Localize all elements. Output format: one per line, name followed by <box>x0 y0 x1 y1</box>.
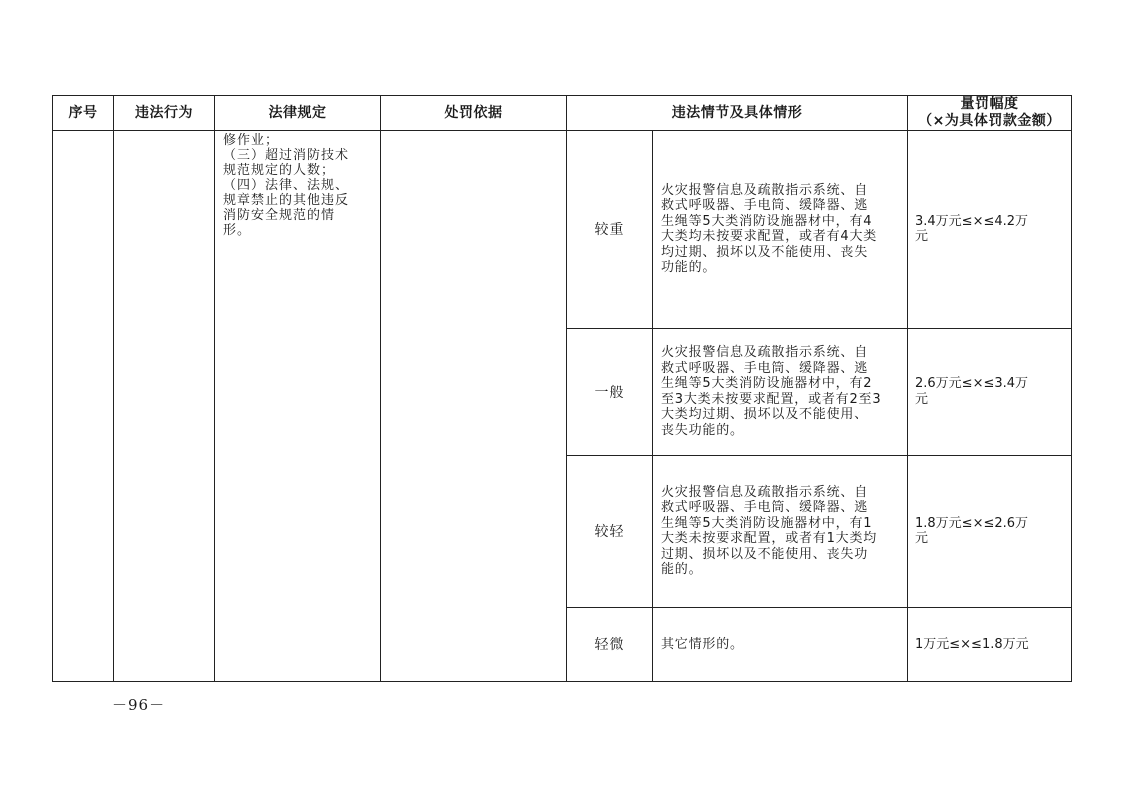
law-line: （三）超过消防技术 <box>223 148 350 163</box>
circumstance-detail <box>653 456 908 608</box>
detail-line: 丧失功能的。 <box>661 422 744 438</box>
detail-line: 功能的。 <box>661 260 717 276</box>
severity-level: 较重 <box>567 131 653 329</box>
legal-provision-cell <box>215 131 381 682</box>
fine-line: 3.4万元≤×≤4.2万 <box>915 213 1029 229</box>
circumstance-detail <box>653 328 908 455</box>
fine-range <box>908 328 1072 455</box>
law-line: 形。 <box>223 223 252 238</box>
penalty-table <box>52 95 1072 682</box>
header-row <box>53 96 1072 131</box>
detail-line: 大类未按要求配置，或者有1大类均 <box>661 531 878 547</box>
detail-line: 过期、损坏以及不能使用、丧失功 <box>661 546 869 562</box>
detail-line: 火灾报警信息及疏散指示系统、自 <box>661 182 869 198</box>
header-violation: 违法行为 <box>114 96 215 131</box>
detail-line: 生绳等5大类消防设施器材中，有1 <box>661 515 873 531</box>
fine-line: 元 <box>915 391 929 407</box>
fine-line: 1.8万元≤×≤2.6万 <box>915 515 1029 531</box>
page-number: －96－ <box>112 696 166 714</box>
fine-range <box>908 607 1072 681</box>
header-penalty-basis: 处罚依据 <box>381 96 567 131</box>
detail-line: 火灾报警信息及疏散指示系统、自 <box>661 345 869 361</box>
detail-line: 救式呼吸器、手电筒、缓降器、逃 <box>661 360 869 376</box>
table-row-severe <box>53 131 1072 329</box>
fine-line: 元 <box>915 229 929 245</box>
penalty-basis-cell <box>381 131 567 682</box>
fine-range <box>908 131 1072 329</box>
detail-line: 至3大类未按要求配置，或者有2至3 <box>661 391 882 407</box>
severity-level: 轻微 <box>567 607 653 681</box>
detail-line: 救式呼吸器、手电筒、缓降器、逃 <box>661 500 869 516</box>
fine-line: 2.6万元≤×≤3.4万 <box>915 376 1029 392</box>
law-line: 规范规定的人数； <box>223 163 336 178</box>
header-penalty-range-title: 量罚幅度 <box>960 96 1019 112</box>
law-line: 规章禁止的其他违反 <box>223 193 350 208</box>
detail-line: 大类均未按要求配置，或者有4大类 <box>661 229 878 245</box>
law-line: 消防安全规范的情 <box>223 208 336 223</box>
detail-line: 大类均过期、损坏以及不能使用、 <box>661 407 869 423</box>
severity-level: 较轻 <box>567 456 653 608</box>
violation-cell <box>114 131 215 682</box>
header-serial-number: 序号 <box>53 96 114 131</box>
detail-line: 生绳等5大类消防设施器材中，有4 <box>661 213 873 229</box>
fine-range <box>908 456 1072 608</box>
header-penalty-range <box>908 96 1072 131</box>
detail-line: 救式呼吸器、手电筒、缓降器、逃 <box>661 198 869 214</box>
serial-number-cell <box>53 131 114 682</box>
fine-line: 1万元≤×≤1.8万元 <box>915 636 1029 652</box>
severity-level: 一般 <box>567 328 653 455</box>
detail-line: 生绳等5大类消防设施器材中，有2 <box>661 376 873 392</box>
law-line: 修作业； <box>223 133 280 148</box>
law-line: （四）法律、法规、 <box>223 178 350 193</box>
header-penalty-range-note: （×为具体罚款金额） <box>918 113 1061 129</box>
header-legal-provision: 法律规定 <box>215 96 381 131</box>
header-circumstances: 违法情节及具体情形 <box>567 96 908 131</box>
detail-line: 其它情形的。 <box>661 636 744 652</box>
circumstance-detail <box>653 131 908 329</box>
detail-line: 均过期、损坏以及不能使用、丧失 <box>661 244 869 260</box>
circumstance-detail <box>653 607 908 681</box>
fine-line: 元 <box>915 531 929 547</box>
detail-line: 能的。 <box>661 562 703 578</box>
detail-line: 火灾报警信息及疏散指示系统、自 <box>661 484 869 500</box>
